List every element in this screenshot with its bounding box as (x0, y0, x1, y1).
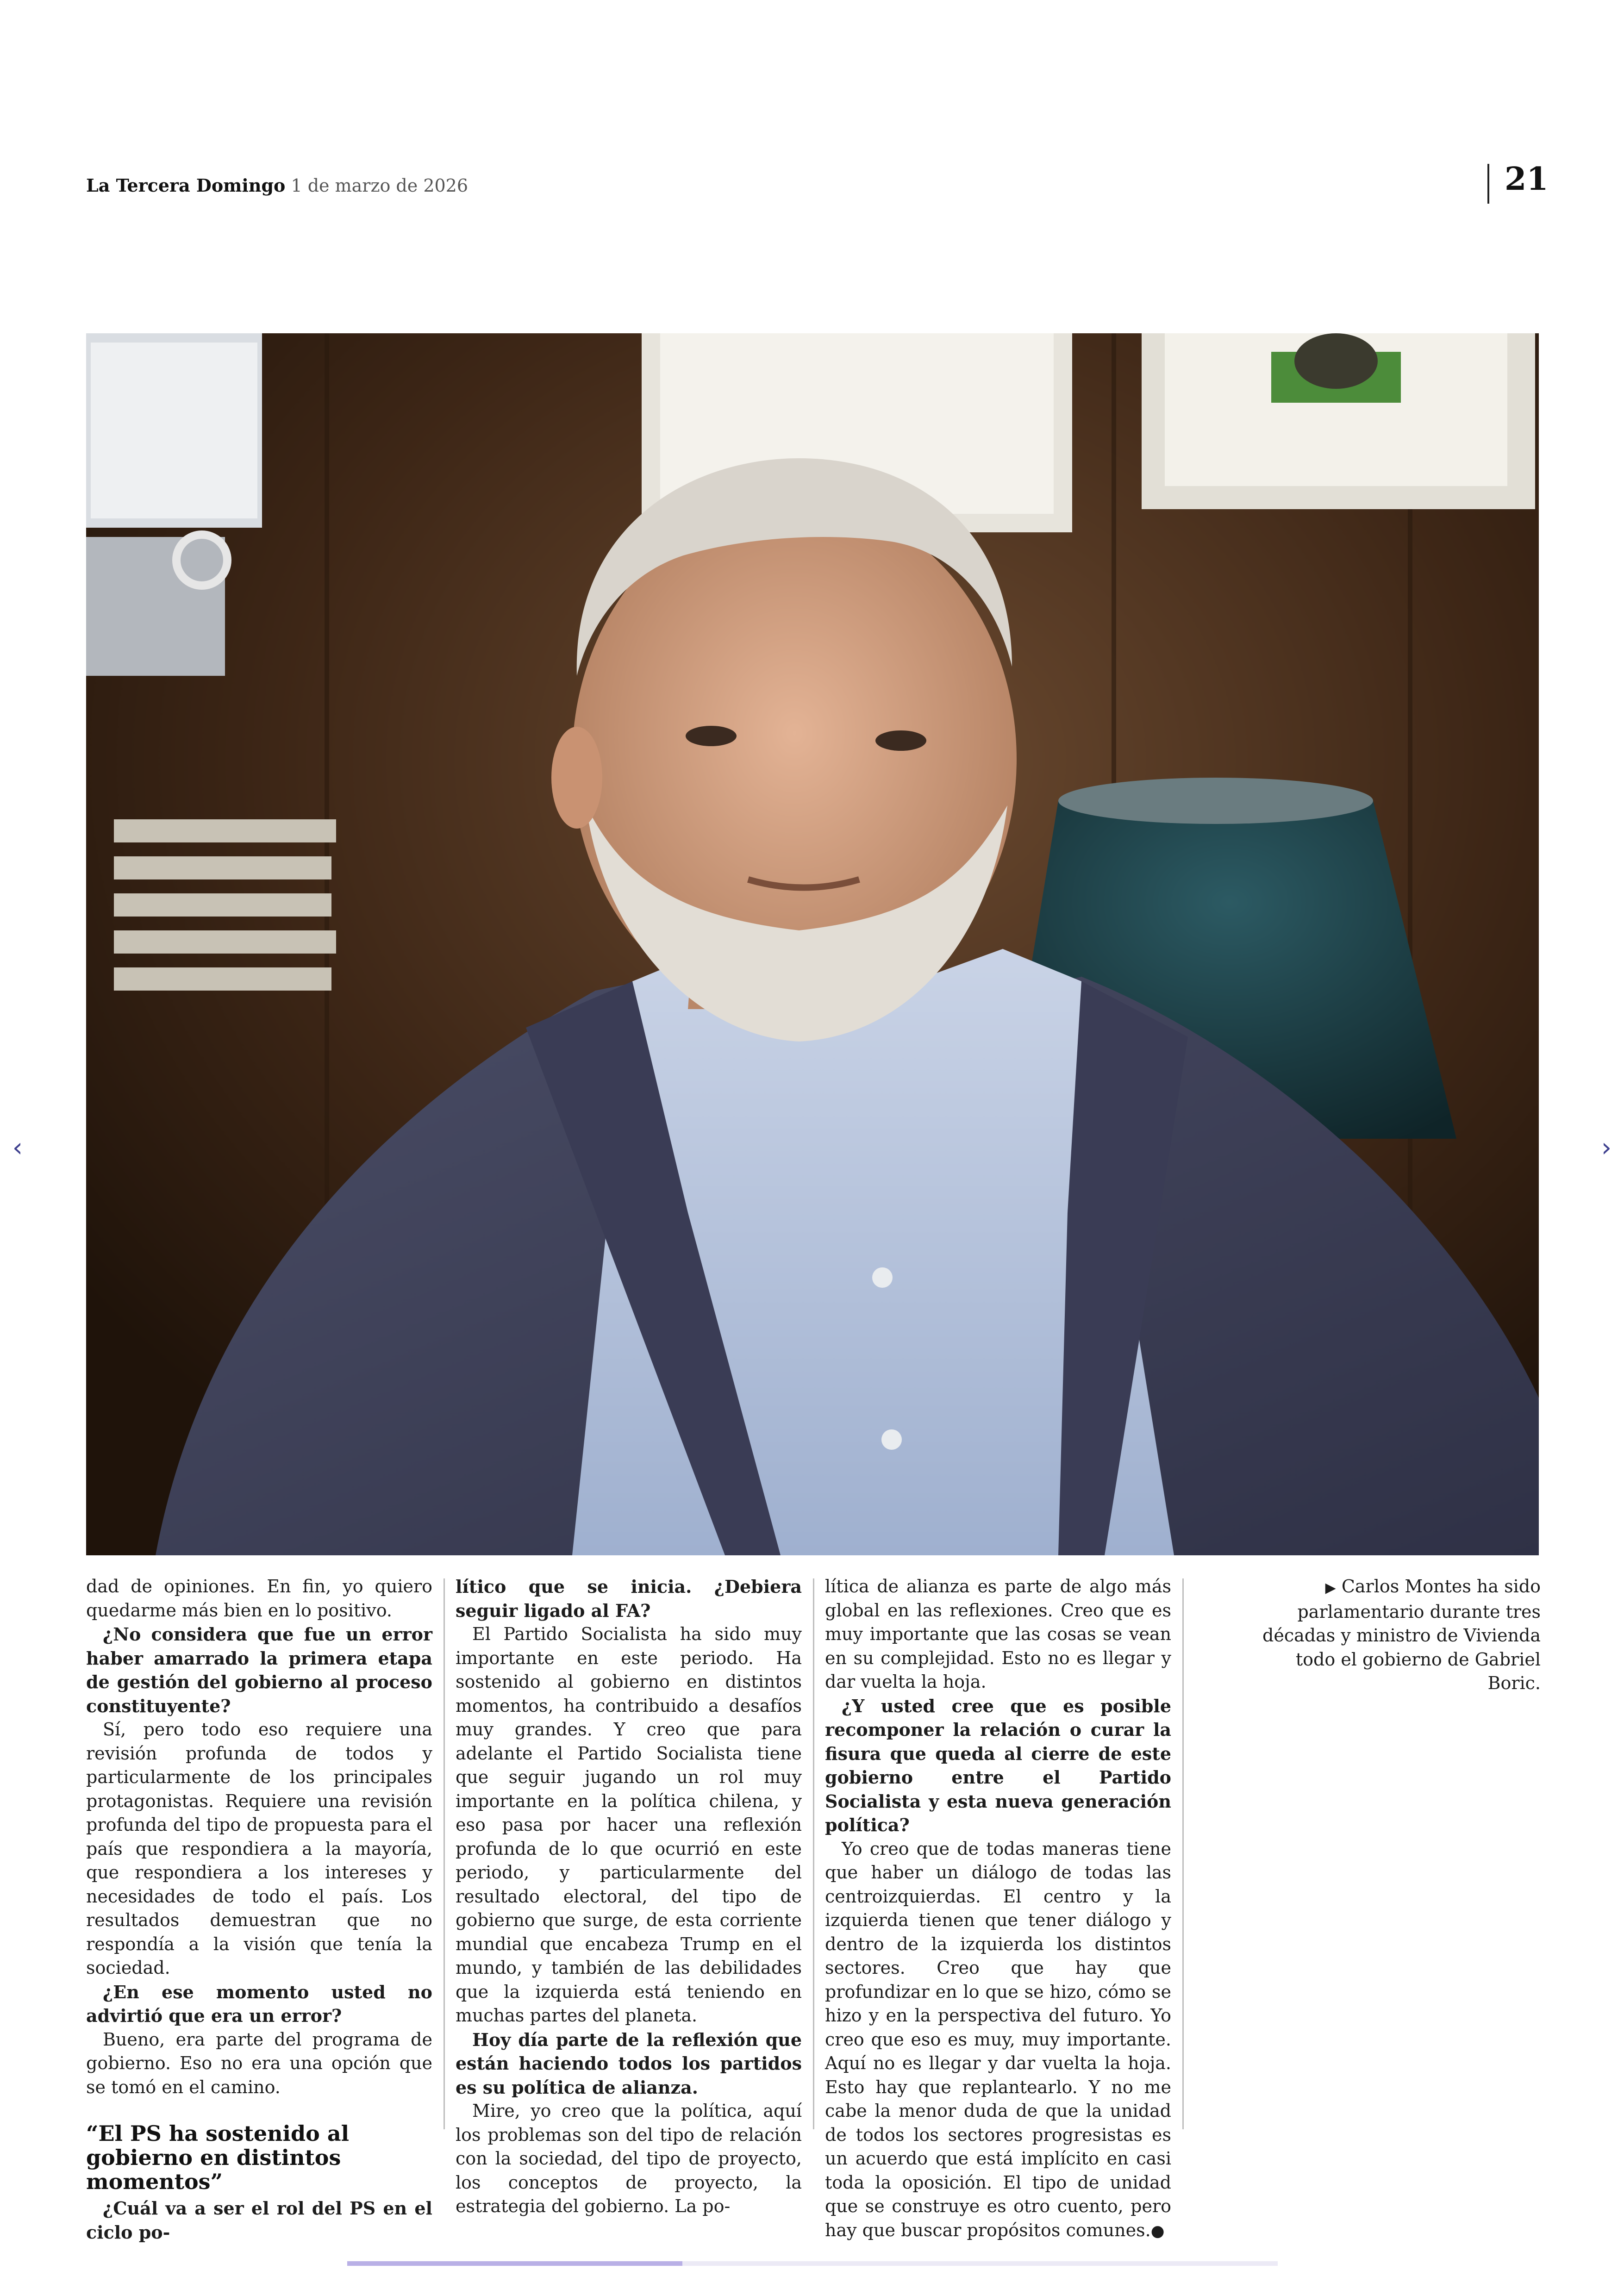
article-column-2 (456, 1575, 802, 2219)
caption-arrow-icon: ▶ (1325, 1580, 1336, 1596)
caption-text: Carlos Montes ha sido parlamentario durante tres décadas y ministro de Vivienda todo el gobierno de Gabriel Boric. (1262, 1576, 1541, 1693)
interview-question: ¿Y usted cree que es posible recomponer la relación o curar la fisura que queda al cierre de este gobierno entre el Partido Socialista y esta nueva generación política? (825, 1695, 1171, 1835)
interview-question: lítico que se inicia. ¿Debiera seguir ligado al FA? (456, 1576, 802, 1621)
interview-question: ¿No considera que fue un error haber amarrado la primera etapa de gestión del gobierno al proceso constituyente? (86, 1624, 432, 1716)
interview-answer: El Partido Socialista ha sido muy importante en este periodo. Ha sostenido al gobierno en distintos momentos, ha contribuido a desafíos muy grandes. Y creo que para adelante el Partido Socialista tiene que seguir jugando un rol muy importante en la política chilena, y eso pasa por hacer una reflexión profunda de lo que ocurrió en este periodo, y particularmente del resultado electoral, del tipo de gobierno que surge, de esta corriente mundial que encabeza Trump en el mundo, y también de las debilidades que la izquierda está teniendo en muchas partes del planeta. (456, 1624, 802, 2026)
interview-answer (825, 1837, 1171, 2244)
interview-question: Hoy día parte de la reflexión que están haciendo todos los partidos es su política de alianza. (456, 2029, 802, 2098)
interview-answer: Bueno, era parte del programa de gobierno. Eso no era una opción que se tomó en el camino. (86, 2029, 432, 2097)
next-page-icon[interactable]: › (1601, 1133, 1612, 1163)
article-column-3 (825, 1575, 1171, 2243)
interview-question: ¿En ese momento usted no advirtió que era un error? (86, 1981, 432, 2026)
interview-answer: lítica de alianza es parte de algo más global en las reflexiones. Creo que es muy importante que las cosas se vean en su complejidad. Esto no es llegar y dar vuelta la hoja. (825, 1576, 1171, 1692)
answer-text: Yo creo que de todas maneras tiene que haber un diálogo de todas las centroizquierdas. El centro y la izquierda tienen que tener diálogo y dentro de la izquierda los distintos sectores. Creo que hay que profundizar en lo que se hizo, cómo se hizo y en la perspectiva del futuro. Yo creo que eso es muy, muy importante. Aquí no es llegar y dar vuelta la hoja. Esto hay que replantearlo. Y no me cabe la menor duda de que la unidad de todos los sectores progresistas es un acuerdo que está implícito en casi toda la oposición. El tipo de unidad que se construye es otro cuento, pero hay que buscar propósitos comunes. (825, 1838, 1171, 2240)
column-divider (813, 1578, 814, 2129)
article-paragraph: dad de opiniones. En fin, yo quiero quedarme más bien en lo positivo. (86, 1576, 432, 1621)
publication-date: 1 de marzo de 2026 (291, 175, 468, 196)
header-divider (1487, 164, 1489, 204)
horizontal-scrollbar-thumb[interactable] (347, 2261, 682, 2266)
previous-page-icon[interactable]: ‹ (12, 1133, 23, 1163)
portrait-photo (86, 333, 1539, 1555)
column-divider (1182, 1578, 1184, 2129)
interview-answer: Mire, yo creo que la política, aquí los problemas son del tipo de relación con la sociedad, del tipo de proyecto, los conceptos de proyecto, la estrategia del gobierno. La po- (456, 2101, 802, 2216)
page-header (86, 175, 468, 196)
interview-answer: Sí, pero todo eso requiere una revisión profunda de todos y particularmente de los principales protagonistas. Requiere una revisión profunda del tipo de propuesta para el país que respondiera a la mayoría, que respondiera a los intereses y necesidades de todo el país. Los resultados demuestran que no respondía a la visión que tenía la sociedad. (86, 1719, 432, 1978)
interview-question: ¿Cuál va a ser el rol del PS en el ciclo po- (86, 2198, 432, 2243)
publication-name: La Tercera Domingo (86, 175, 286, 196)
article-subheading: “El PS ha sostenido al gobierno en distintos momentos” (86, 2121, 350, 2194)
page-number: 21 (1505, 161, 1549, 198)
end-of-article-icon: ● (1150, 2221, 1165, 2240)
photo-caption (1259, 1575, 1541, 1696)
article-column-1 (86, 1575, 432, 2244)
column-divider (443, 1578, 445, 2129)
